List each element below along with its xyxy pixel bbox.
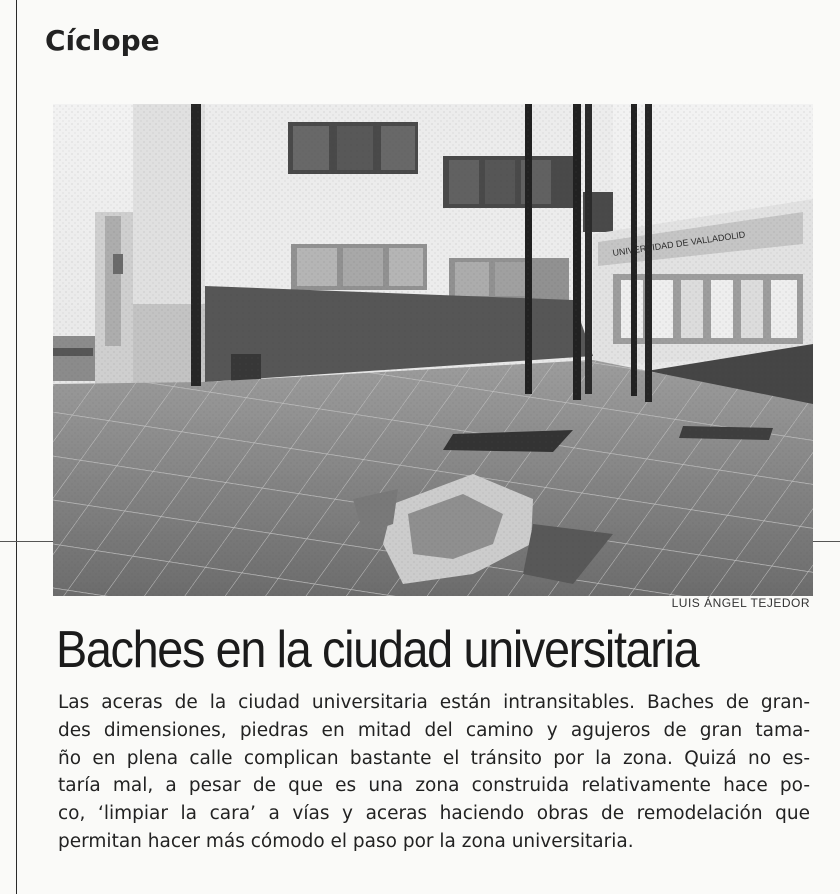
article-body [58, 689, 810, 856]
news-photo [53, 104, 813, 596]
body-line: des dimensiones, piedras en mitad del camino y agujeros de gran tama- [58, 719, 810, 741]
body-line: taría mal, a pesar de que es una zona construida relativamente hace po- [58, 775, 810, 797]
body-line: permitan hacer más cómodo el paso por la zona universitaria. [58, 830, 634, 852]
headline: Baches en la ciudad universitaria [56, 621, 699, 679]
body-line: ño en plena calle complican bastante el tránsito por la zona. Quizá no es- [58, 747, 810, 769]
body-line: Las aceras de la ciudad universitaria están intransitables. Baches de gran- [58, 692, 810, 713]
section-title: Cíclope [45, 24, 160, 57]
photo-credit: LUIS ÁNGEL TEJEDOR [671, 596, 810, 610]
column-rule [16, 0, 17, 894]
body-line: co, ‘limpiar la cara’ a vías y aceras haciendo obras de remodelación que [58, 803, 810, 825]
